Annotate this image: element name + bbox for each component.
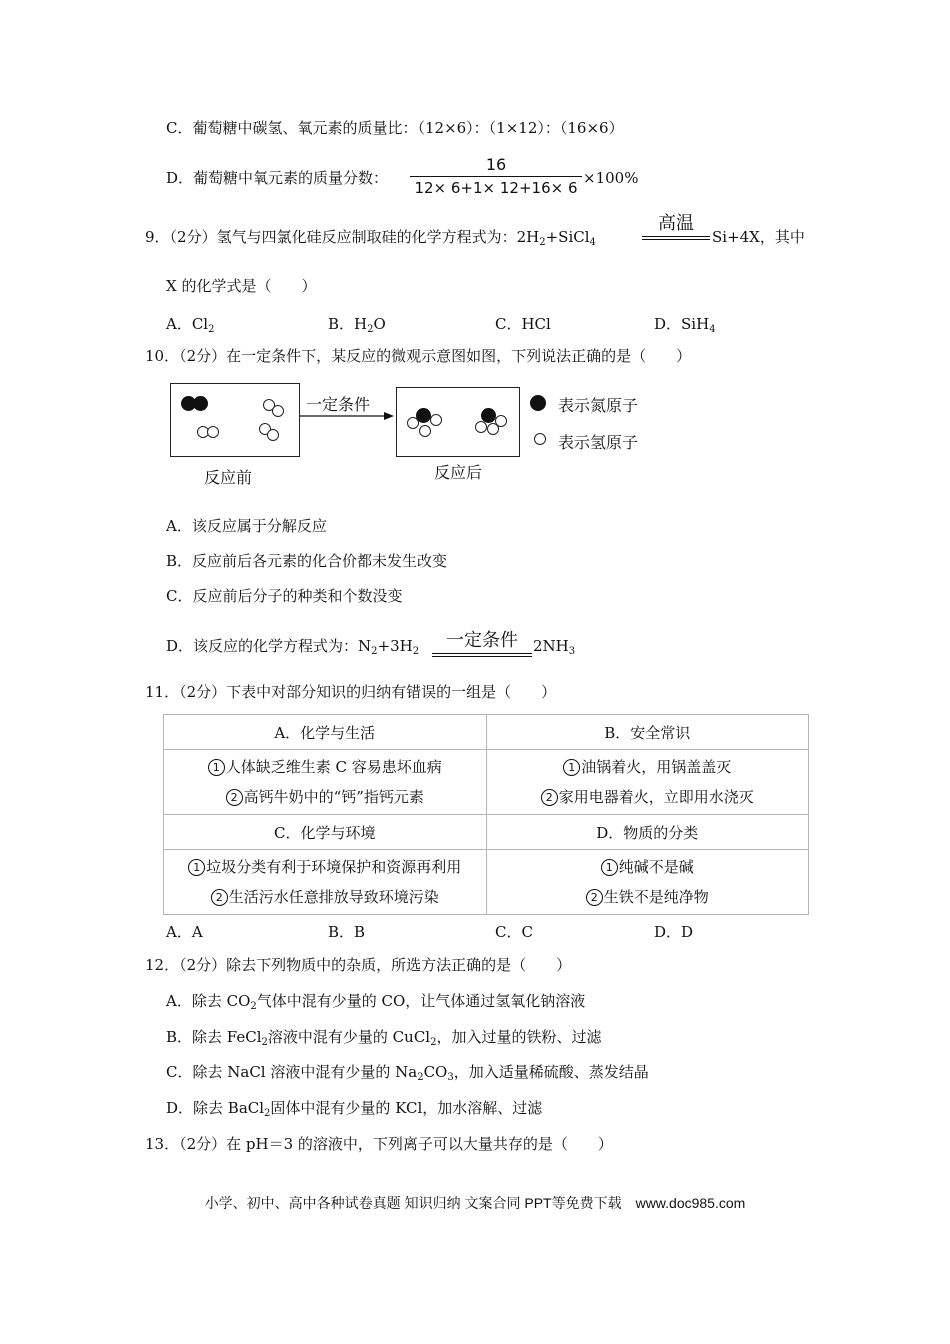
table-header-b: B．安全常识	[486, 715, 809, 750]
hydrogen-atom-icon	[430, 414, 442, 426]
after-box	[396, 387, 520, 457]
legend-hydrogen-label: 表示氢原子	[558, 433, 639, 452]
hydrogen-atom-icon	[475, 421, 487, 433]
table-header-a: A．化学与生活	[164, 715, 487, 750]
q10-option-d-suffix: $2NH_3$	[533, 637, 576, 657]
before-label: 反应前	[204, 468, 253, 487]
q11-option-b: B．B	[328, 923, 366, 941]
before-box	[170, 383, 300, 457]
table-cell-c: 1 垃圾分类有利于环境保护和资源再利用 2 生活污水任意排放导致环境污染	[164, 850, 487, 915]
subscript: 2	[539, 237, 546, 248]
q12-option-b: B．除去 FeCl$_2$溶液中混有少量的 CuCl$_2$，加入过量的铁粉、过滤	[166, 1028, 602, 1048]
q9-stem-mid: +SiCl	[545, 228, 590, 246]
table-cell-b: 1 油锅着火，用锅盖盖灭 2 家用电器着火，立即用水浇灭	[486, 750, 809, 815]
hydrogen-atom-icon	[272, 405, 284, 417]
q8-option-d-suffix: ×100%	[583, 169, 639, 187]
table-cell-d: 1 纯碱不是碱 2 生铁不是纯净物	[486, 850, 809, 915]
q10-option-d: D．该反应的化学方程式为：$N_2+3H_2$	[166, 637, 420, 657]
reaction-arrow-icon	[298, 410, 396, 422]
q10-option-c: C．反应前后分子的种类和个数没变	[166, 587, 403, 605]
hydrogen-atom-icon	[207, 426, 219, 438]
table-header-c: C．化学与环境	[164, 815, 487, 850]
q12-stem: 12．（2分）除去下列物质中的杂质，所选方法正确的是（ ）	[145, 956, 572, 974]
page-footer: 小学、初中、高中各种试卷真题 知识归纳 文案合同 PPT等免费下载 www.doc985.com	[204, 1195, 746, 1211]
knowledge-table	[163, 714, 809, 915]
equals-double-line	[642, 236, 710, 240]
q9-option-d: D．SiH$_4$	[654, 315, 716, 335]
reaction-condition-certain	[432, 626, 532, 657]
mass-fraction-formula	[410, 155, 582, 197]
hydrogen-atom-icon	[495, 415, 507, 427]
q9-option-a: A．$Cl_2$	[166, 315, 215, 335]
fraction-bar	[410, 176, 582, 177]
q9-stem	[145, 227, 596, 247]
q9-stem-suffix: Si+4X，其中	[712, 228, 805, 246]
q13-stem: 13．（2分）在 pH＝3 的溶液中，下列离子可以大量共存的是（ ）	[145, 1135, 613, 1153]
legend-hydrogen-icon	[534, 433, 546, 445]
q11-stem: 11．（2分）下表中对部分知识的归纳有错误的一组是（ ）	[145, 683, 557, 701]
q11-option-c: C．C	[495, 923, 533, 941]
condition-label: 高温	[658, 213, 694, 234]
table-cell-a: 1 人体缺乏维生素 C 容易患坏血病 2 高钙牛奶中的“钙”指钙元素	[164, 750, 487, 815]
fraction-numerator: 16	[485, 155, 507, 174]
arrow-condition-label: 一定条件	[306, 395, 371, 414]
q12-option-a: A．除去 $CO_2$气体中混有少量的 CO，让气体通过氢氧化钠溶液	[166, 992, 586, 1012]
q9-option-b: B．$H_2O$	[328, 315, 386, 335]
fraction-denominator: 12× 6+1× 12+16× 6	[414, 179, 578, 197]
hydrogen-atom-icon	[267, 429, 279, 441]
equals-double-line	[432, 653, 532, 657]
legend-nitrogen-icon	[530, 395, 546, 411]
nitrogen-atom-icon	[416, 408, 431, 423]
q9-stem-line2: X 的化学式是（ ）	[166, 277, 317, 295]
subscript: 4	[589, 237, 596, 248]
q11-option-d: D．D	[654, 923, 694, 941]
hydrogen-atom-icon	[419, 425, 431, 437]
q8-option-c: C．葡萄糖中碳氢、氧元素的质量比：（12×6）：（1×12）：（16×6）	[166, 119, 624, 137]
reaction-condition-high-temp	[642, 209, 710, 240]
q11-option-a: A．A	[166, 923, 203, 941]
condition-label: 一定条件	[446, 630, 518, 651]
table-header-d: D．物质的分类	[486, 815, 809, 850]
after-label: 反应后	[434, 463, 483, 482]
q10-stem: 10．（2分）在一定条件下，某反应的微观示意图如图，下列说法正确的是（ ）	[145, 347, 692, 365]
q8-option-d-prefix: D．葡萄糖中氧元素的质量分数：	[166, 169, 389, 187]
q9-option-c: C．HCl	[495, 315, 551, 333]
q12-option-d: D．除去 BaCl$_2$固体中混有少量的 KCl，加水溶解、过滤	[166, 1099, 543, 1119]
q9-stem-prefix: 9．（2分）氢气与四氯化硅反应制取硅的化学方程式为：2H	[145, 228, 540, 246]
q10-option-a: A．该反应属于分解反应	[166, 517, 327, 535]
q10-option-b: B．反应前后各元素的化合价都未发生改变	[166, 552, 448, 570]
nitrogen-atom-icon	[193, 396, 208, 411]
legend-nitrogen-label: 表示氮原子	[558, 396, 639, 415]
q12-option-c: C．除去 NaCl 溶液中混有少量的 $Na_2CO_3$，加入适量稀硫酸、蒸发结晶	[166, 1063, 649, 1083]
